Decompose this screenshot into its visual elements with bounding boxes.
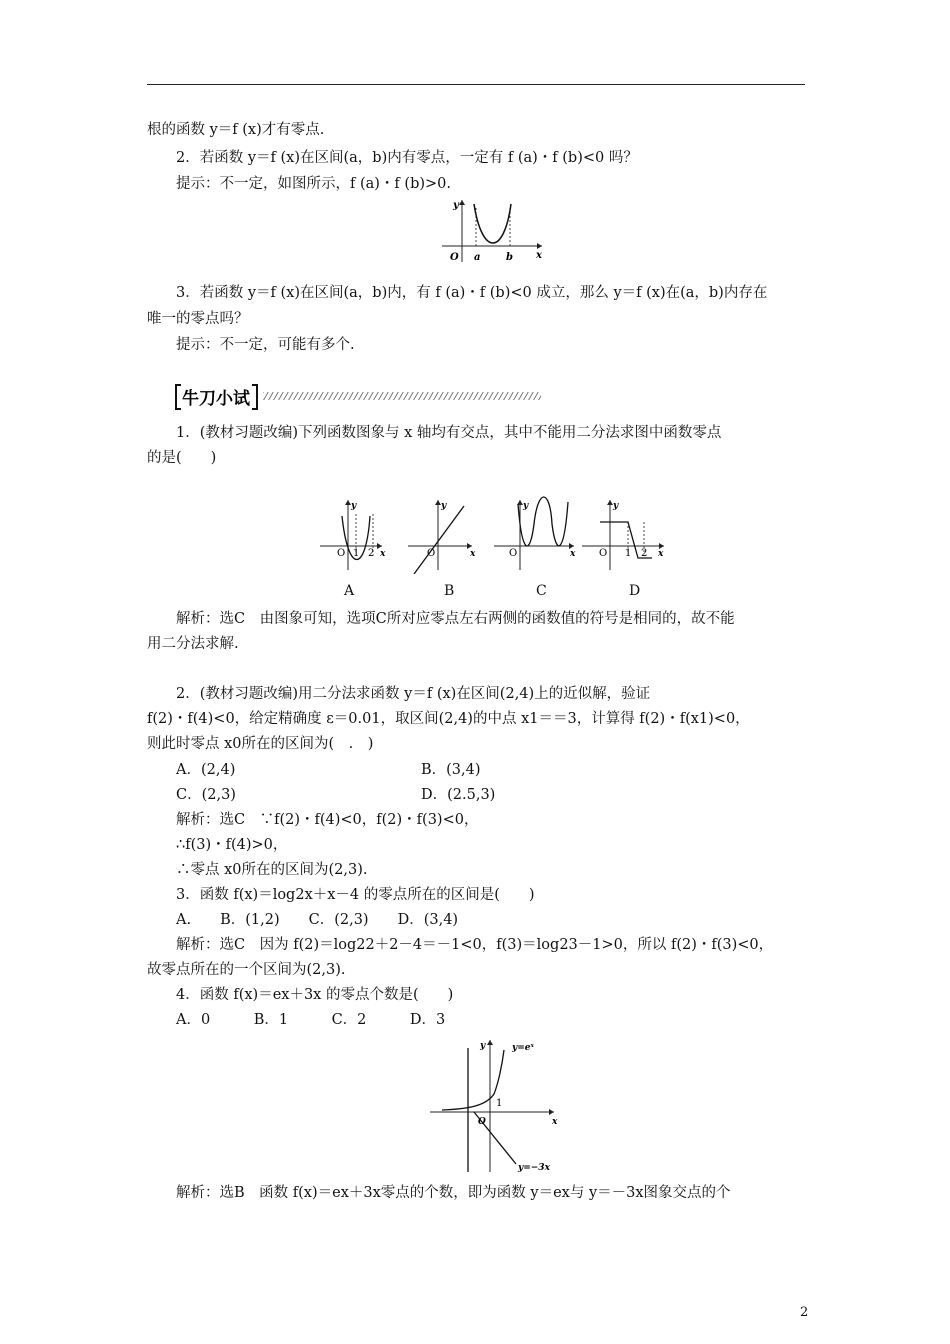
axis-y-label: y [523,501,529,511]
figure-exp-vs-line [428,1036,568,1174]
axis-x-label: x [570,549,576,559]
origin-label: O [599,548,608,559]
axis-x-label: x [658,549,664,559]
axis-y-label: y [441,501,447,511]
tick-1-label: 1 [353,548,360,559]
b-label: b [506,252,513,263]
axis-y-label: y [613,501,619,511]
y-label: y [453,200,459,211]
axis-y-label: y [351,501,357,511]
line-label: y=−3x [518,1163,550,1173]
option-figure-a [318,494,390,574]
exercise-2: 2．(教材习题改编)用二分法求函数 y＝f (x)在区间(2,4)上的近似解，验证 [176,686,651,702]
choice-d: D．(2.5,3) [421,787,496,803]
choice-a: A．(2,4) [176,762,236,778]
origin-label: O [450,252,459,263]
text-line: f(2)・f(4)<0，给定精确度 ε＝0.01，取区间(2,4)的中点 x1＝＝3，计算得 f(2)・f(x1)<0， [147,711,750,727]
header-rule [147,84,805,85]
hint-2: 提示：不一定，如图所示，f (a)・f (b)>0. [176,176,451,192]
tick-2-label: 2 [368,548,375,559]
origin-label: O [478,1117,486,1127]
exercise-4: 4．函数 f(x)＝ex＋3x 的零点个数是( ) [176,987,454,1003]
page-number: 2 [800,1305,809,1320]
choice-c: C．(2,3) [176,787,236,803]
exp-curve-label: y=eˣ [512,1043,534,1053]
question-3: 3．若函数 y＝f (x)在区间(a，b)内，有 f (a)・f (b)<0 成立，那么 y＝f (x)在(a，b)内存在 [176,285,768,301]
x-label: x [536,250,542,261]
axis-x-label: x [380,549,386,559]
section-banner [173,382,543,412]
option-figure-d [580,494,670,574]
banner-title: 牛刀小试 [182,389,250,409]
choice-b: B．(3,4) [421,762,481,778]
origin-label: O [427,548,436,559]
origin-label: O [509,548,518,559]
axis-x-label: x [470,549,476,559]
x-label: x [552,1117,558,1127]
option-label-c: C [536,583,547,599]
text-line: ∴零点 x0所在的区间为(2,3). [176,862,368,878]
text-line: 用二分法求解. [147,636,239,652]
tick-1-label: 1 [625,548,632,559]
choices-3: A. B．(1,2) C．(2,3) D．(3,4) [176,912,459,928]
text-line: 则此时零点 x0所在的区间为( . ) [147,736,374,752]
hint-3: 提示：不一定，可能有多个. [176,337,355,353]
figure-curve-ab [438,196,550,268]
exercise-1: 1．(教材习题改编)下列函数图象与 x 轴均有交点，其中不能用二分法求图中函数零点 [176,425,722,441]
option-figure-b [406,494,480,574]
tick-2-label: 2 [641,548,648,559]
solution-1: 解析：选C 由图象可知，选项C所对应零点左右两侧的函数值的符号是相同的，故不能 [176,611,735,627]
y-label: y [480,1041,486,1051]
option-label-d: D [629,583,641,599]
origin-label: O [337,548,346,559]
exercise-3: 3．函数 f(x)＝log2x＋x－4 的零点所在的区间是( ) [176,887,535,903]
option-label-b: B [444,583,455,599]
one-label: 1 [496,1098,503,1109]
solution-4: 解析：选B 函数 f(x)＝ex＋3x零点的个数，即为函数 y＝ex与 y＝－3x图象交点的个 [176,1185,731,1201]
text-line: ∴f(3)・f(4)>0， [176,837,288,853]
text-line: 唯一的零点吗？ [147,311,249,327]
solution-3: 解析：选C 因为 f(2)＝log22＋2－4＝－1<0，f(3)＝log23－1>0，所以 f(2)・f(3)<0， [176,937,774,953]
a-label: a [474,252,481,263]
text-line: 根的函数 y＝f (x)才有零点. [147,122,325,138]
text-line: 的是( ) [147,450,217,466]
choices-4: A．0 B．1 C．2 D．3 [176,1012,446,1028]
question-2: 2．若函数 y＝f (x)在区间(a，b)内有零点，一定有 f (a)・f (b)<0 吗？ [176,150,638,166]
option-label-a: A [344,583,355,599]
option-figure-c [492,494,582,574]
solution-2: 解析：选C ∵f(2)・f(4)<0，f(2)・f(3)<0， [176,812,479,828]
text-line: 故零点所在的一个区间为(2,3). [147,962,346,978]
